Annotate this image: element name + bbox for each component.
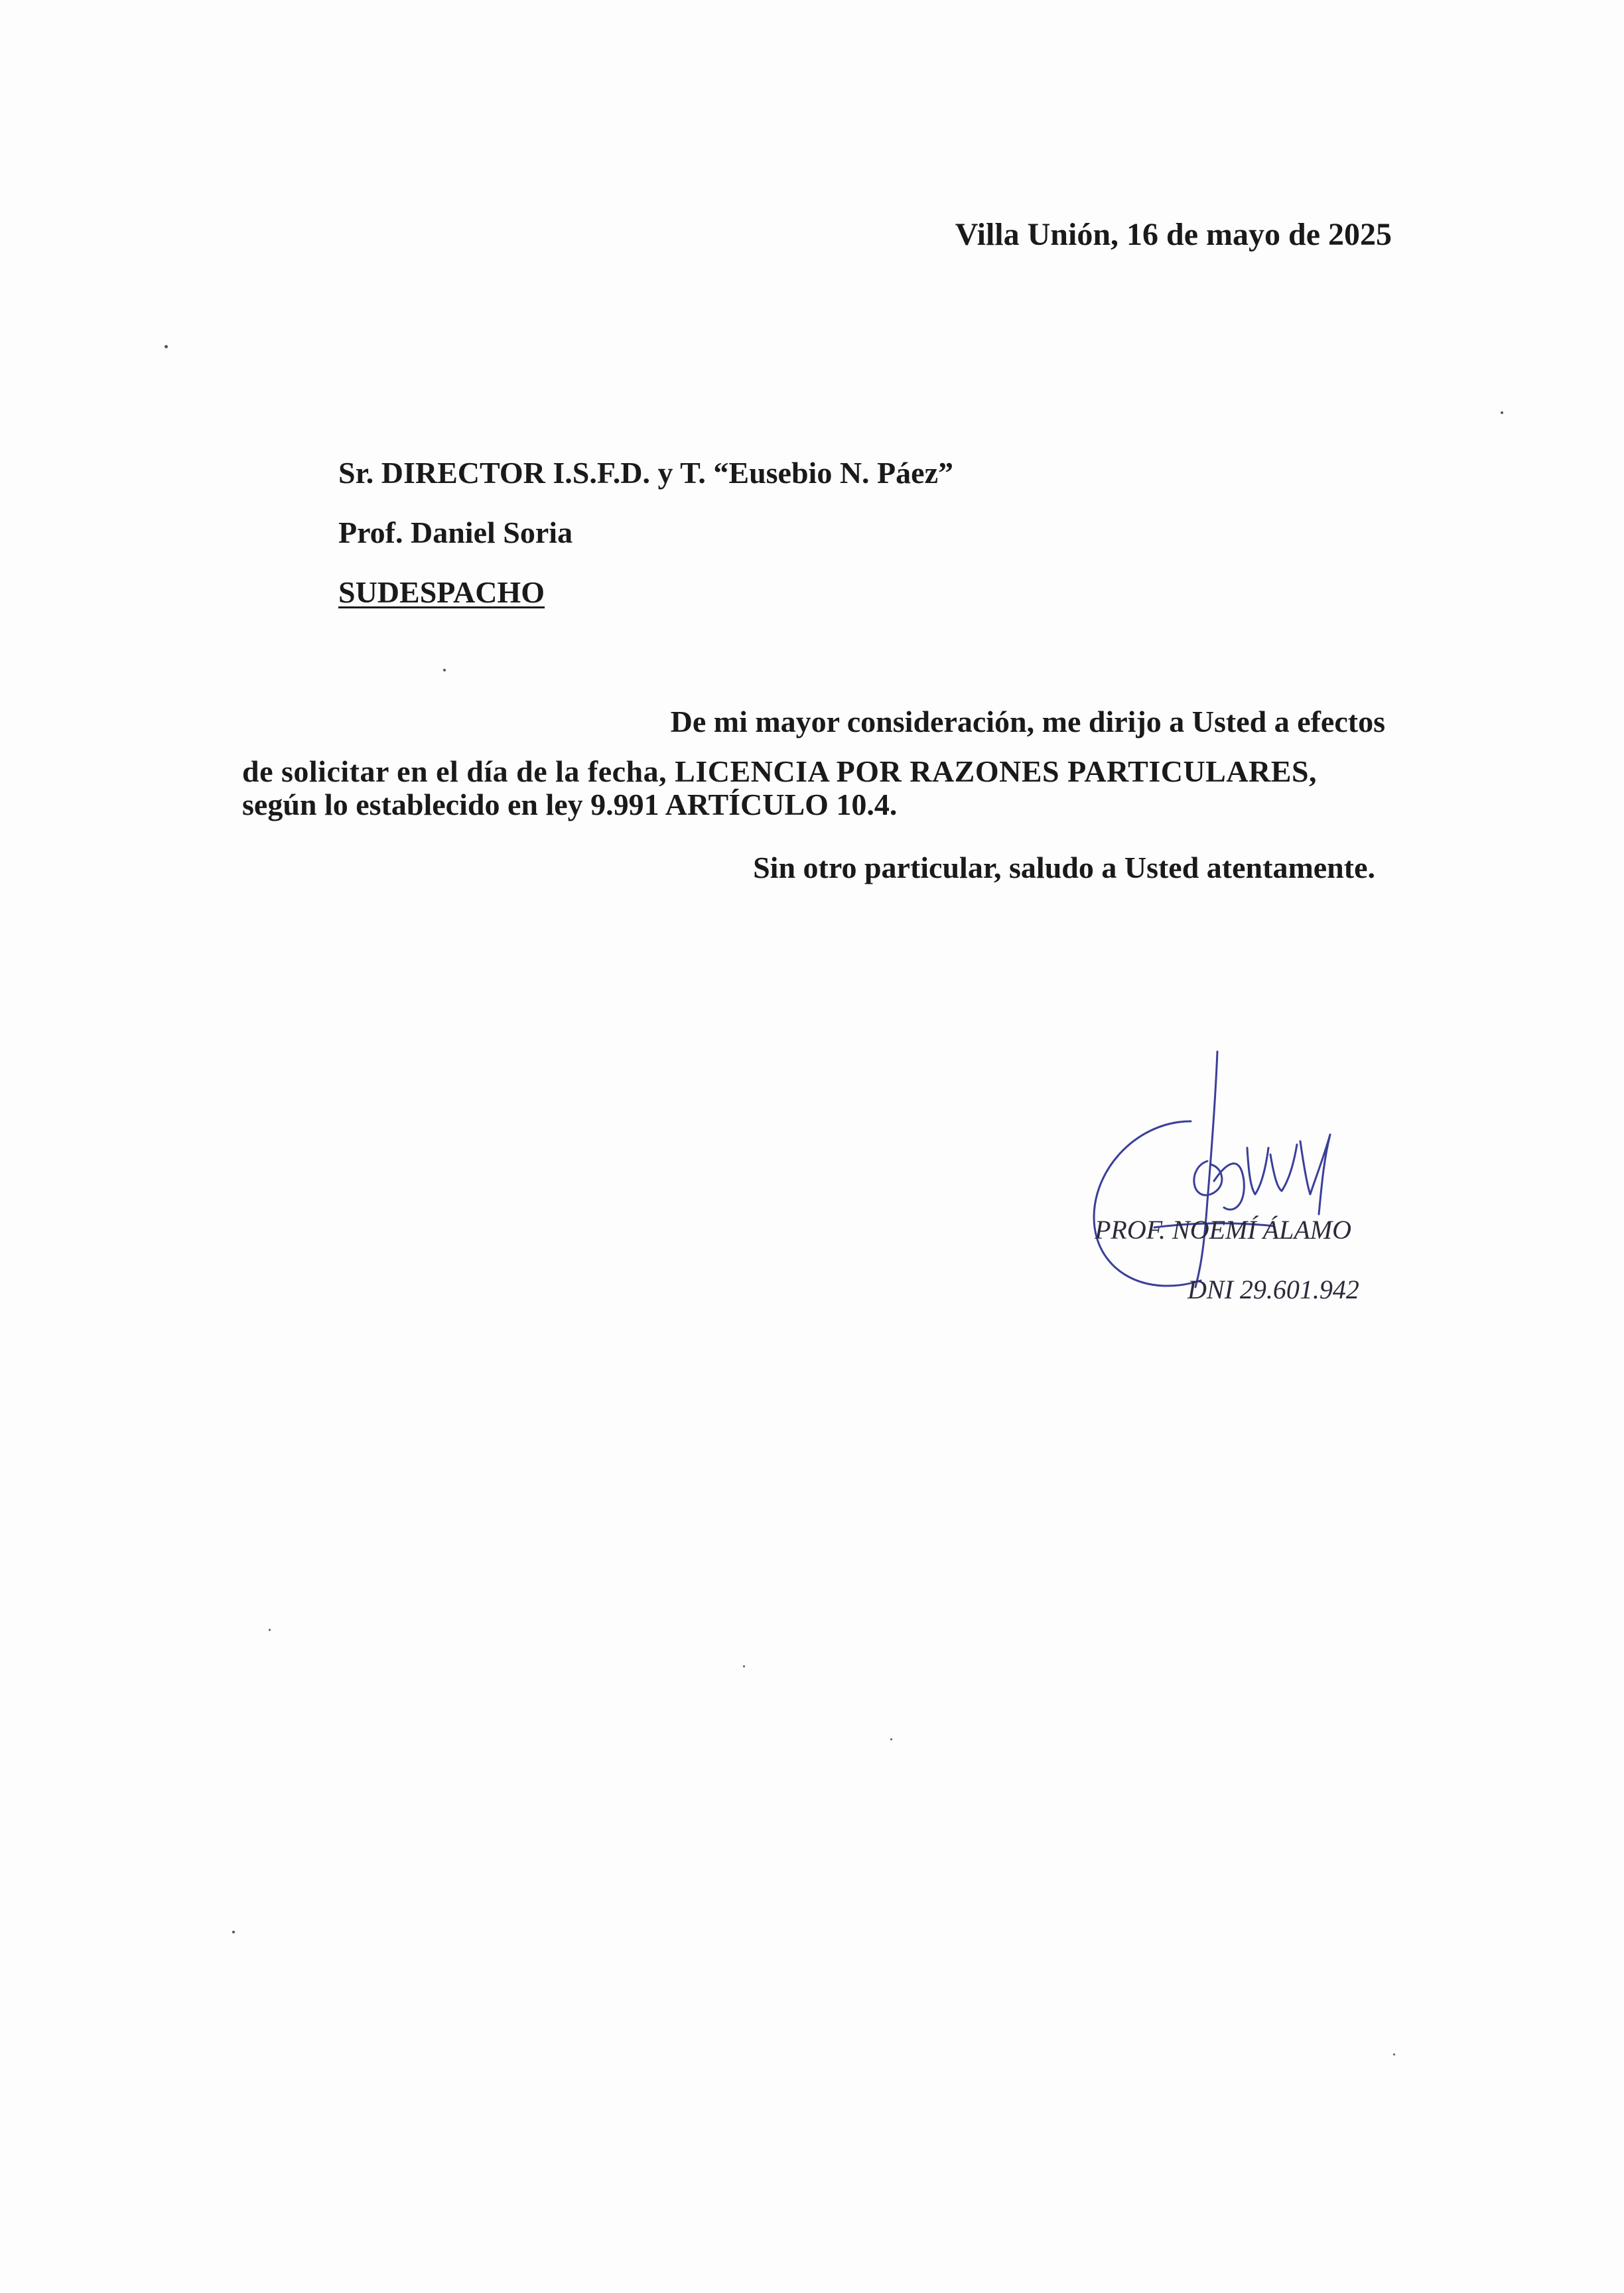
- scan-speck: [443, 669, 446, 671]
- scan-speck: [165, 345, 168, 348]
- body-line-1: De mi mayor consideración, me dirijo a Usted a efectos: [670, 705, 1385, 738]
- scan-speck: [1501, 411, 1503, 414]
- body-line-3: según lo establecido en ley 9.991 ARTÍCULO 10.4.: [242, 788, 898, 821]
- closing-line: Sin otro particular, saludo a Usted atentamente.: [753, 851, 1375, 884]
- recipient-title: Sr. DIRECTOR I.S.F.D. y T. “Eusebio N. Páez”: [338, 456, 953, 490]
- signature-block: [1075, 1048, 1420, 1327]
- body-line-2: de solicitar en el día de la fecha, LICENCIA POR RAZONES PARTICULARES,: [242, 754, 1318, 788]
- signature-dni: DNI 29.601.942: [1187, 1275, 1359, 1304]
- signature-name: PROF. NOEMÍ ÁLAMO: [1095, 1215, 1351, 1245]
- scan-speck: [743, 1665, 745, 1667]
- scan-speck: [232, 1931, 235, 1933]
- recipient-name: Prof. Daniel Soria: [338, 516, 573, 549]
- place-date: Villa Unión, 16 de mayo de 2025: [955, 217, 1392, 252]
- scan-speck: [1393, 2053, 1395, 2055]
- scan-speck: [890, 1738, 892, 1740]
- scan-speck: [269, 1629, 271, 1631]
- recipient-office: SUDESPACHO: [338, 575, 545, 609]
